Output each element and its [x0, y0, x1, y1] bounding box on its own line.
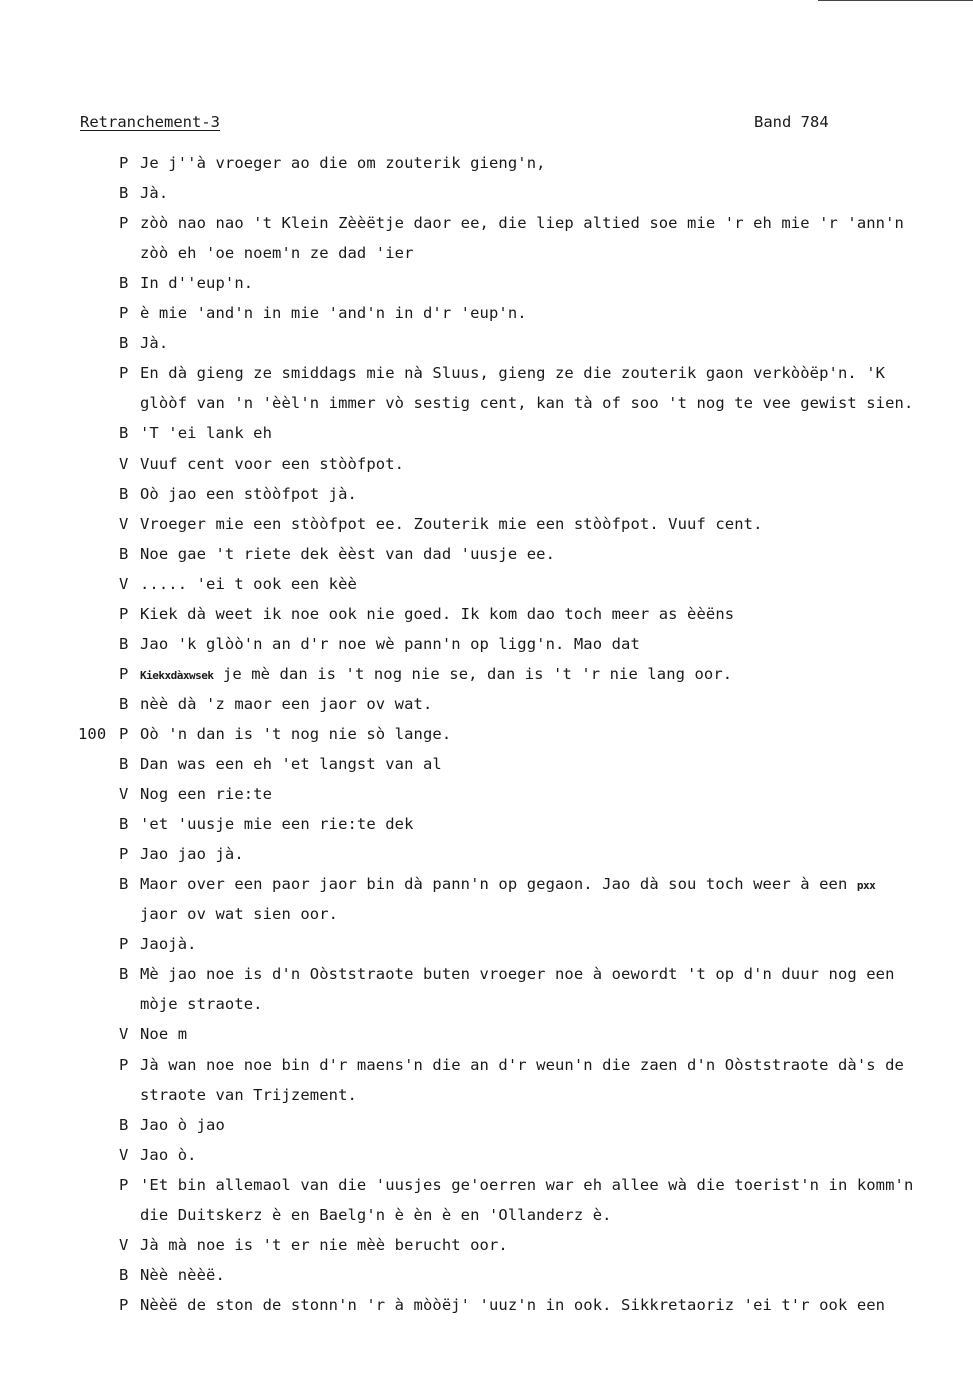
utterance-text — [140, 635, 640, 653]
utterance-words: Jà mà noe is 't er nie mèè berucht oor. — [140, 1235, 508, 1254]
utterance-words: Nèèë de ston de stonn'n 'r à mòòëj' 'uuz'n in ook. Sikkretaoriz 'ei t'r ook een — [140, 1295, 886, 1314]
speaker-label: B — [119, 965, 129, 984]
speaker-label: B — [119, 694, 129, 713]
utterance-words: nèè dà 'z maor een jaor ov wat. — [140, 694, 433, 713]
speaker-label: V — [119, 1235, 129, 1254]
utterance-words: zòò eh 'oe noem'n ze dad 'ier — [140, 244, 414, 263]
line-number: 100 — [78, 724, 107, 743]
speaker-label: V — [119, 1145, 129, 1164]
speaker-label: B — [119, 634, 129, 653]
utterance-text — [140, 394, 913, 412]
speaker-label: P — [119, 1295, 129, 1314]
utterance-text — [140, 665, 732, 683]
utterance-text — [140, 1146, 197, 1164]
speaker-label: P — [119, 364, 129, 383]
utterance-text — [140, 785, 272, 803]
utterance-words: Oò 'n dan is 't nog nie sò lange. — [140, 724, 452, 743]
utterance-words: Noe m — [140, 1025, 188, 1044]
utterance-text — [140, 1296, 885, 1314]
speaker-label: B — [119, 484, 129, 503]
utterance-text — [140, 1236, 508, 1254]
utterance-words: jaor ov wat sien oor. — [140, 905, 339, 924]
utterance-text — [140, 1206, 612, 1224]
speaker-label: B — [119, 544, 129, 563]
utterance-text — [140, 545, 555, 563]
utterance-words: 'Et bin allemaol van die 'uusjes ge'oerren war eh allee wà die toerist'n in komm'n — [140, 1175, 914, 1194]
utterance-text — [140, 424, 272, 442]
utterance-text — [140, 364, 885, 382]
utterance-text — [140, 1176, 913, 1194]
utterance-text — [140, 1116, 225, 1134]
speaker-label: V — [119, 514, 129, 533]
speaker-label: B — [119, 1115, 129, 1134]
speaker-label: P — [119, 604, 129, 623]
utterance-text — [140, 1086, 357, 1104]
utterance-words: Mè jao noe is d'n Oòststraote buten vroeger noe à oewordt 't op d'n duur nog een — [140, 965, 895, 984]
utterance-words: Jà. — [140, 184, 169, 203]
utterance-words: Nog een rie:te — [140, 785, 273, 804]
speaker-label: B — [119, 334, 129, 353]
band-number: Band 784 — [754, 113, 829, 131]
utterance-words: ..... 'ei t ook een kèè — [140, 574, 357, 593]
speaker-label: V — [119, 454, 129, 473]
speaker-label: V — [119, 574, 129, 593]
speaker-label: P — [119, 845, 129, 864]
speaker-label: B — [119, 184, 129, 203]
speaker-label: P — [119, 1175, 129, 1194]
speaker-label: B — [119, 755, 129, 773]
utterance-text — [140, 575, 357, 593]
utterance-words: Vroeger mie een stòòfpot ee. Zouterik mie een stòòfpot. Vuuf cent. — [140, 514, 763, 533]
utterance-text — [140, 605, 734, 623]
utterance-words: mòje straote. — [140, 995, 263, 1014]
utterance-text — [140, 154, 546, 172]
utterance-text — [140, 304, 527, 322]
top-rule — [818, 0, 973, 1]
utterance-text — [140, 935, 197, 953]
speaker-label: V — [119, 785, 129, 804]
utterance-words: Vuuf cent voor een stòòfpot. — [140, 454, 405, 473]
utterance-words: Noe gae 't riete dek èèst van dad 'uusje ee. — [140, 544, 555, 563]
utterance-words: glòòf van 'n 'èèl'n immer vò sestig cent, kan tà of soo 't nog te vee gewist sien. — [140, 394, 914, 413]
utterance-text — [140, 695, 432, 713]
utterance-text — [140, 965, 895, 983]
utterance-text — [140, 905, 338, 923]
utterance-words: je mè dan is 't nog nie se, dan is 't 'r nie lang oor. — [213, 664, 733, 683]
utterance-text — [140, 1025, 187, 1043]
utterance-words: Nèè nèèë. — [140, 1265, 225, 1284]
utterance-text — [140, 274, 253, 292]
utterance-text — [140, 995, 263, 1013]
speaker-label: P — [119, 935, 129, 954]
utterance-words: Kiek dà weet ik noe ook nie goed. Ik kom dao toch meer as èèëns — [140, 604, 735, 623]
utterance-words: 'T 'ei lank eh — [140, 424, 273, 443]
utterance-words: die Duitskerz è en Baelg'n è èn è en 'Ollanderz è. — [140, 1205, 612, 1224]
utterance-text — [140, 725, 451, 743]
utterance-words: Jao jao jà. — [140, 845, 244, 864]
utterance-words: Jao ò jao — [140, 1115, 225, 1134]
utterance-words: 'et 'uusje mie een rie:te dek — [140, 815, 414, 834]
speaker-label: V — [119, 1025, 129, 1044]
utterance-words: In d''eup'n. — [140, 274, 254, 293]
utterance-words: Dan was een eh 'et langst van al — [140, 755, 442, 773]
utterance-text — [140, 515, 763, 533]
utterance-words: Jà wan noe noe bin d'r maens'n die an d'r weun'n die zaen d'n Oòststraote dà's de — [140, 1055, 904, 1074]
speaker-label: P — [119, 724, 129, 743]
utterance-words: Maor over een paor jaor bin dà pann'n op gegaon. Jao dà sou toch weer à een — [140, 875, 857, 894]
utterance-words: straote van Trijzement. — [140, 1085, 357, 1104]
speaker-label: P — [119, 1055, 129, 1074]
utterance-words: Jao 'k glòò'n an d'r noe wè pann'n op ligg'n. Mao dat — [140, 634, 640, 653]
utterance-text — [140, 455, 404, 473]
speaker-label: B — [119, 424, 129, 443]
speaker-label: B — [119, 1265, 129, 1284]
speaker-label: P — [119, 154, 129, 172]
utterance-words: Jao ò. — [140, 1145, 197, 1164]
utterance-text — [140, 875, 875, 893]
speaker-label: B — [119, 815, 129, 834]
utterance-words: zòò nao nao 't Klein Zèèëtje daor ee, die liep altied soe mie 'r eh mie 'r 'ann'n — [140, 214, 904, 233]
utterance-words: Je j''à vroeger ao die om zouterik gieng'n, — [140, 154, 546, 172]
utterance-text — [140, 244, 414, 262]
speaker-label: B — [119, 274, 129, 293]
utterance-text — [140, 755, 442, 773]
speaker-label: P — [119, 304, 129, 323]
utterance-text — [140, 184, 168, 202]
speaker-label: P — [119, 214, 129, 233]
utterance-words: En dà gieng ze smiddags mie nà Sluus, gieng ze die zouterik gaon verkòòëp'n. 'K — [140, 364, 886, 383]
utterance-words: Jaojà. — [140, 935, 197, 954]
utterance-text — [140, 845, 244, 863]
speaker-label: P — [119, 664, 129, 683]
utterance-text — [140, 815, 414, 833]
utterance-words: Oò jao een stòòfpot jà. — [140, 484, 357, 503]
utterance-words: è mie 'and'n in mie 'and'n in d'r 'eup'n. — [140, 304, 527, 323]
utterance-text — [140, 1056, 904, 1074]
utterance-words: Jà. — [140, 334, 169, 353]
utterance-text — [140, 485, 357, 503]
utterance-text — [140, 214, 904, 232]
utterance-text — [140, 1266, 225, 1284]
struck-out-text: Kiekxdàxwsek — [140, 668, 214, 682]
document-title: Retranchement-3 — [80, 113, 220, 131]
utterance-text — [140, 334, 168, 352]
speaker-label: B — [119, 875, 129, 894]
struck-out-text: pxx — [856, 879, 876, 893]
